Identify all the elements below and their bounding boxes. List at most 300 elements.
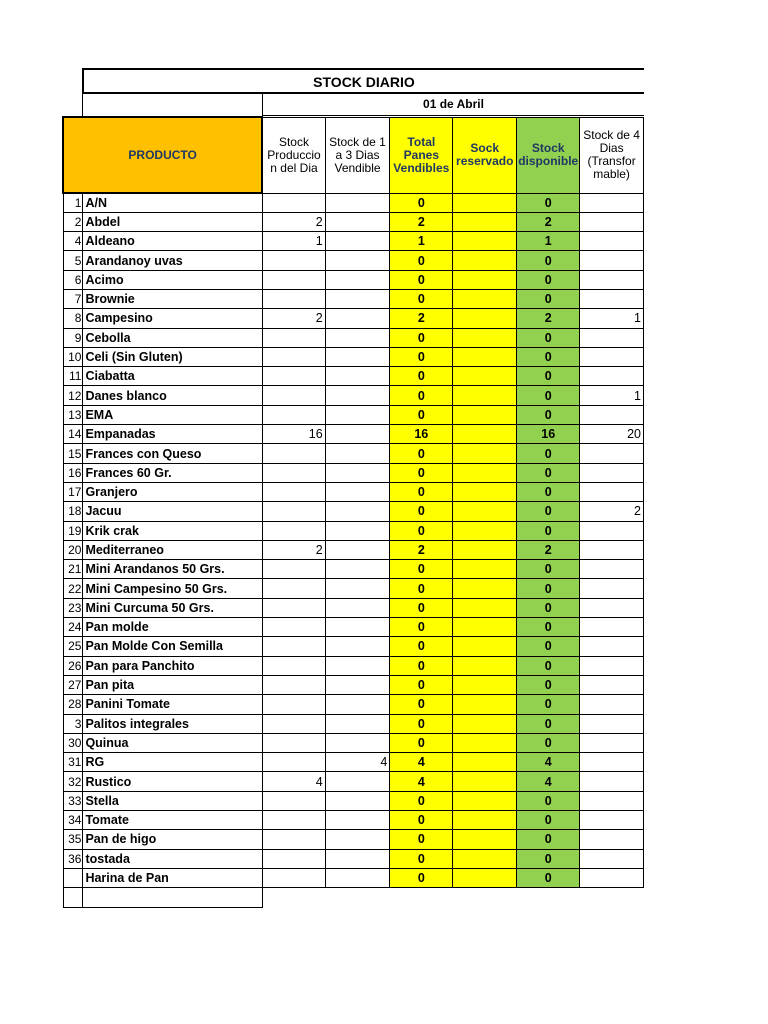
row-index-cell[interactable]: 24 [63,618,83,637]
sock-reservado-cell[interactable] [453,270,517,289]
row-index-cell[interactable]: 22 [63,579,83,598]
stock-4-cell[interactable] [580,791,644,810]
total-panes-cell[interactable]: 0 [390,560,453,579]
stock-produccion-cell[interactable] [262,463,325,482]
row-index-cell[interactable]: 19 [63,521,83,540]
stock-disponible-cell[interactable]: 0 [517,444,580,463]
stock-1-3-cell[interactable] [325,386,390,405]
stock-produccion-cell[interactable] [262,868,325,887]
row-index-cell[interactable]: 13 [63,405,83,424]
row-index-cell[interactable]: 8 [63,309,83,328]
product-name-cell[interactable]: A/N [83,193,262,212]
stock-produccion-cell[interactable] [262,367,325,386]
stock-disponible-cell[interactable]: 2 [517,309,580,328]
product-name-cell[interactable]: Krik crak [83,521,262,540]
stock-1-3-cell[interactable] [325,232,390,251]
total-panes-cell[interactable]: 0 [390,791,453,810]
stock-4-cell[interactable] [580,637,644,656]
stock-4-cell[interactable] [580,772,644,791]
total-panes-cell[interactable]: 0 [390,849,453,868]
stock-4-cell[interactable] [580,367,644,386]
total-panes-cell[interactable]: 0 [390,656,453,675]
total-panes-cell[interactable]: 0 [390,521,453,540]
stock-disponible-cell[interactable]: 0 [517,733,580,752]
stock-1-3-cell[interactable] [325,270,390,289]
sock-reservado-cell[interactable] [453,309,517,328]
product-name-cell[interactable]: Aldeano [83,232,262,251]
product-name-cell[interactable]: Mini Campesino 50 Grs. [83,579,262,598]
stock-disponible-cell[interactable]: 0 [517,482,580,501]
stock-4-cell[interactable] [580,405,644,424]
stock-4-cell[interactable] [580,598,644,617]
stock-produccion-cell[interactable] [262,791,325,810]
row-index-cell[interactable]: 17 [63,482,83,501]
stock-disponible-cell[interactable]: 0 [517,367,580,386]
stock-produccion-cell[interactable]: 2 [262,309,325,328]
total-panes-cell[interactable]: 0 [390,270,453,289]
product-name-cell[interactable]: RG [83,753,262,772]
row-index-cell[interactable]: 10 [63,347,83,366]
sock-reservado-cell[interactable] [453,540,517,559]
row-index-cell[interactable]: 11 [63,367,83,386]
stock-disponible-cell[interactable]: 0 [517,791,580,810]
row-index-cell[interactable]: 27 [63,675,83,694]
header-stock-4[interactable]: Stock de 4 Dias (Transfor mable) [580,117,644,193]
sock-reservado-cell[interactable] [453,714,517,733]
total-panes-cell[interactable]: 16 [390,425,453,444]
product-name-cell[interactable]: Campesino [83,309,262,328]
sock-reservado-cell[interactable] [453,289,517,308]
stock-disponible-cell[interactable]: 16 [517,425,580,444]
stock-4-cell[interactable] [580,540,644,559]
stock-1-3-cell[interactable] [325,579,390,598]
stock-disponible-cell[interactable]: 2 [517,540,580,559]
stock-4-cell[interactable] [580,463,644,482]
stock-1-3-cell[interactable] [325,618,390,637]
total-panes-cell[interactable]: 1 [390,232,453,251]
stock-produccion-cell[interactable]: 1 [262,232,325,251]
sock-reservado-cell[interactable] [453,328,517,347]
stock-produccion-cell[interactable] [262,849,325,868]
product-name-cell[interactable]: Acimo [83,270,262,289]
sock-reservado-cell[interactable] [453,463,517,482]
stock-1-3-cell[interactable] [325,656,390,675]
stock-1-3-cell[interactable] [325,328,390,347]
stock-4-cell[interactable] [580,482,644,501]
sock-reservado-cell[interactable] [453,386,517,405]
sock-reservado-cell[interactable] [453,347,517,366]
stock-produccion-cell[interactable] [262,444,325,463]
stock-produccion-cell[interactable] [262,521,325,540]
row-index-cell[interactable]: 23 [63,598,83,617]
row-index-cell[interactable]: 12 [63,386,83,405]
product-name-cell[interactable]: Quinua [83,733,262,752]
stock-produccion-cell[interactable] [262,811,325,830]
total-panes-cell[interactable]: 0 [390,405,453,424]
product-name-cell[interactable]: Empanadas [83,425,262,444]
stock-disponible-cell[interactable]: 0 [517,675,580,694]
product-name-cell[interactable]: Palitos integrales [83,714,262,733]
stock-produccion-cell[interactable]: 4 [262,772,325,791]
row-index-cell[interactable]: 7 [63,289,83,308]
product-name-cell[interactable]: Pan molde [83,618,262,637]
stock-produccion-cell[interactable]: 2 [262,540,325,559]
sock-reservado-cell[interactable] [453,695,517,714]
sock-reservado-cell[interactable] [453,232,517,251]
stock-1-3-cell[interactable] [325,675,390,694]
product-name-cell[interactable]: EMA [83,405,262,424]
total-panes-cell[interactable]: 4 [390,753,453,772]
sock-reservado-cell[interactable] [453,811,517,830]
stock-1-3-cell[interactable] [325,309,390,328]
header-stock-produccion[interactable]: Stock Produccio n del Dia [262,117,325,193]
stock-disponible-cell[interactable]: 0 [517,386,580,405]
stock-1-3-cell[interactable]: 4 [325,753,390,772]
stock-produccion-cell[interactable] [262,270,325,289]
stock-disponible-cell[interactable]: 0 [517,579,580,598]
stock-produccion-cell[interactable] [262,347,325,366]
row-index-cell[interactable] [63,868,83,887]
row-index-cell[interactable]: 32 [63,772,83,791]
table-row [63,540,644,559]
sock-reservado-cell[interactable] [453,502,517,521]
stock-produccion-cell[interactable] [262,328,325,347]
stock-disponible-cell[interactable]: 0 [517,463,580,482]
stock-1-3-cell[interactable] [325,289,390,308]
row-index-cell[interactable]: 5 [63,251,83,270]
total-panes-cell[interactable]: 0 [390,463,453,482]
stock-1-3-cell[interactable] [325,598,390,617]
product-name-cell[interactable]: Frances 60 Gr. [83,463,262,482]
header-stock-disponible[interactable]: Stock disponible [517,117,580,193]
stock-produccion-cell[interactable] [262,830,325,849]
stock-4-cell[interactable] [580,830,644,849]
sock-reservado-cell[interactable] [453,791,517,810]
sock-reservado-cell[interactable] [453,868,517,887]
stock-produccion-cell[interactable] [262,675,325,694]
stock-disponible-cell[interactable]: 4 [517,753,580,772]
sock-reservado-cell[interactable] [453,830,517,849]
stock-disponible-cell[interactable]: 0 [517,560,580,579]
stock-produccion-cell[interactable] [262,695,325,714]
total-panes-cell[interactable]: 0 [390,502,453,521]
stock-disponible-cell[interactable]: 0 [517,598,580,617]
stock-4-cell[interactable] [580,232,644,251]
stock-disponible-cell[interactable]: 0 [517,193,580,212]
sock-reservado-cell[interactable] [453,772,517,791]
product-name-cell[interactable]: Brownie [83,289,262,308]
row-index-cell[interactable]: 6 [63,270,83,289]
stock-1-3-cell[interactable] [325,347,390,366]
total-panes-cell[interactable]: 0 [390,811,453,830]
stock-1-3-cell[interactable] [325,425,390,444]
stock-4-cell[interactable]: 2 [580,502,644,521]
stock-produccion-cell[interactable]: 2 [262,212,325,231]
table-row [63,675,644,694]
stock-1-3-cell[interactable] [325,714,390,733]
stock-4-cell[interactable] [580,521,644,540]
row-index-cell[interactable]: 20 [63,540,83,559]
sock-reservado-cell[interactable] [453,193,517,212]
product-name-cell[interactable]: Mediterraneo [83,540,262,559]
sock-reservado-cell[interactable] [453,367,517,386]
sock-reservado-cell[interactable] [453,598,517,617]
stock-1-3-cell[interactable] [325,367,390,386]
stock-1-3-cell[interactable] [325,482,390,501]
sock-reservado-cell[interactable] [453,212,517,231]
empty-index-cell[interactable] [63,888,83,908]
product-name-cell[interactable]: Tomate [83,811,262,830]
stock-1-3-cell[interactable] [325,405,390,424]
stock-produccion-cell[interactable] [262,251,325,270]
sock-reservado-cell[interactable] [453,405,517,424]
product-name-cell[interactable]: Celi (Sin Gluten) [83,347,262,366]
stock-4-cell[interactable] [580,347,644,366]
stock-4-cell[interactable] [580,289,644,308]
empty-row [63,888,644,908]
stock-disponible-cell[interactable]: 0 [517,830,580,849]
stock-disponible-cell[interactable]: 0 [517,695,580,714]
total-panes-cell[interactable]: 0 [390,367,453,386]
stock-produccion-cell[interactable] [262,637,325,656]
stock-produccion-cell[interactable] [262,502,325,521]
total-panes-cell[interactable]: 0 [390,579,453,598]
row-index-cell[interactable]: 9 [63,328,83,347]
row-index-cell[interactable]: 36 [63,849,83,868]
stock-4-cell[interactable] [580,328,644,347]
stock-4-cell[interactable] [580,733,644,752]
stock-4-cell[interactable] [580,560,644,579]
product-name-cell[interactable]: Panini Tomate [83,695,262,714]
total-panes-cell[interactable]: 0 [390,347,453,366]
sock-reservado-cell[interactable] [453,618,517,637]
row-index-cell[interactable]: 2 [63,212,83,231]
product-name-cell[interactable]: Cebolla [83,328,262,347]
stock-4-cell[interactable] [580,675,644,694]
stock-produccion-cell[interactable] [262,386,325,405]
stock-produccion-cell[interactable] [262,560,325,579]
stock-4-cell[interactable] [580,579,644,598]
sock-reservado-cell[interactable] [453,733,517,752]
product-name-cell[interactable]: Pan Molde Con Semilla [83,637,262,656]
total-panes-cell[interactable]: 0 [390,328,453,347]
row-index-cell[interactable]: 34 [63,811,83,830]
stock-produccion-cell[interactable] [262,405,325,424]
sock-reservado-cell[interactable] [453,521,517,540]
product-name-cell[interactable]: Rustico [83,772,262,791]
stock-1-3-cell[interactable] [325,811,390,830]
stock-1-3-cell[interactable] [325,463,390,482]
stock-4-cell[interactable]: 1 [580,309,644,328]
sock-reservado-cell[interactable] [453,849,517,868]
stock-disponible-cell[interactable]: 0 [517,656,580,675]
stock-4-cell[interactable] [580,444,644,463]
row-index-cell[interactable]: 15 [63,444,83,463]
row-index-cell[interactable]: 33 [63,791,83,810]
header-stock-1-3[interactable]: Stock de 1 a 3 Dias Vendible [325,117,390,193]
total-panes-cell[interactable]: 0 [390,193,453,212]
header-total-panes[interactable]: Total Panes Vendibles [390,117,453,193]
total-panes-cell[interactable]: 0 [390,386,453,405]
total-panes-cell[interactable]: 0 [390,695,453,714]
total-panes-cell[interactable]: 0 [390,733,453,752]
stock-1-3-cell[interactable] [325,733,390,752]
row-index-cell[interactable]: 30 [63,733,83,752]
stock-1-3-cell[interactable] [325,251,390,270]
stock-1-3-cell[interactable] [325,502,390,521]
stock-disponible-cell[interactable]: 4 [517,772,580,791]
sock-reservado-cell[interactable] [453,425,517,444]
row-index-cell[interactable]: 14 [63,425,83,444]
product-name-cell[interactable]: Abdel [83,212,262,231]
stock-1-3-cell[interactable] [325,849,390,868]
total-panes-cell[interactable]: 0 [390,598,453,617]
sock-reservado-cell[interactable] [453,482,517,501]
stock-disponible-cell[interactable]: 0 [517,502,580,521]
stock-1-3-cell[interactable] [325,830,390,849]
stock-4-cell[interactable] [580,251,644,270]
stock-produccion-cell[interactable] [262,733,325,752]
empty-name-cell[interactable] [83,888,262,908]
stock-1-3-cell[interactable] [325,193,390,212]
row-index-cell[interactable]: 28 [63,695,83,714]
stock-disponible-cell[interactable]: 0 [517,811,580,830]
stock-produccion-cell[interactable] [262,482,325,501]
stock-disponible-cell[interactable]: 0 [517,849,580,868]
sock-reservado-cell[interactable] [453,444,517,463]
stock-4-cell[interactable] [580,811,644,830]
row-index-cell[interactable]: 21 [63,560,83,579]
sock-reservado-cell[interactable] [453,637,517,656]
row-index-cell[interactable]: 26 [63,656,83,675]
stock-1-3-cell[interactable] [325,560,390,579]
stock-produccion-cell[interactable] [262,579,325,598]
product-name-cell[interactable]: Mini Curcuma 50 Grs. [83,598,262,617]
stock-disponible-cell[interactable]: 1 [517,232,580,251]
stock-4-cell[interactable] [580,193,644,212]
stock-disponible-cell[interactable]: 0 [517,521,580,540]
stock-disponible-cell[interactable]: 0 [517,270,580,289]
total-panes-cell[interactable]: 0 [390,618,453,637]
stock-produccion-cell[interactable] [262,714,325,733]
stock-1-3-cell[interactable] [325,637,390,656]
total-panes-cell[interactable]: 0 [390,251,453,270]
header-sock-reservado[interactable]: Sock reservado [453,117,517,193]
stock-1-3-cell[interactable] [325,540,390,559]
product-name-cell[interactable]: Pan para Panchito [83,656,262,675]
stock-disponible-cell[interactable]: 0 [517,289,580,308]
stock-4-cell[interactable] [580,656,644,675]
stock-4-cell[interactable]: 20 [580,425,644,444]
product-name-cell[interactable]: tostada [83,849,262,868]
product-name-cell[interactable]: Harina de Pan [83,868,262,887]
product-name-cell[interactable]: Danes blanco [83,386,262,405]
row-index-cell[interactable]: 18 [63,502,83,521]
stock-produccion-cell[interactable] [262,289,325,308]
stock-produccion-cell[interactable] [262,656,325,675]
sock-reservado-cell[interactable] [453,656,517,675]
stock-1-3-cell[interactable] [325,791,390,810]
stock-1-3-cell[interactable] [325,444,390,463]
stock-disponible-cell[interactable]: 0 [517,618,580,637]
product-name-cell[interactable]: Pan de higo [83,830,262,849]
product-name-cell[interactable]: Mini Arandanos 50 Grs. [83,560,262,579]
stock-4-cell[interactable] [580,695,644,714]
stock-4-cell[interactable] [580,618,644,637]
product-name-cell[interactable]: Arandanoy uvas [83,251,262,270]
stock-1-3-cell[interactable] [325,868,390,887]
stock-1-3-cell[interactable] [325,212,390,231]
total-panes-cell[interactable]: 2 [390,309,453,328]
stock-disponible-cell[interactable]: 0 [517,405,580,424]
row-index-cell[interactable]: 1 [63,193,83,212]
total-panes-cell[interactable]: 0 [390,830,453,849]
header-producto[interactable]: PRODUCTO [63,117,262,193]
row-index-cell[interactable]: 16 [63,463,83,482]
stock-disponible-cell[interactable]: 0 [517,637,580,656]
stock-4-cell[interactable] [580,212,644,231]
row-index-cell[interactable]: 3 [63,714,83,733]
total-panes-cell[interactable]: 0 [390,482,453,501]
sock-reservado-cell[interactable] [453,251,517,270]
row-index-cell[interactable]: 35 [63,830,83,849]
total-panes-cell[interactable]: 0 [390,444,453,463]
stock-disponible-cell[interactable]: 0 [517,868,580,887]
total-panes-cell[interactable]: 0 [390,714,453,733]
row-index-cell[interactable]: 31 [63,753,83,772]
stock-4-cell[interactable] [580,714,644,733]
total-panes-cell[interactable]: 0 [390,675,453,694]
stock-4-cell[interactable]: 1 [580,386,644,405]
product-name-cell[interactable]: Stella [83,791,262,810]
total-panes-cell[interactable]: 0 [390,289,453,308]
stock-produccion-cell[interactable] [262,598,325,617]
total-panes-cell[interactable]: 0 [390,637,453,656]
stock-disponible-cell[interactable]: 0 [517,328,580,347]
stock-1-3-cell[interactable] [325,695,390,714]
stock-4-cell[interactable] [580,868,644,887]
stock-4-cell[interactable] [580,849,644,868]
total-panes-cell[interactable]: 4 [390,772,453,791]
sock-reservado-cell[interactable] [453,579,517,598]
product-name-cell[interactable]: Ciabatta [83,367,262,386]
stock-disponible-cell[interactable]: 2 [517,212,580,231]
stock-disponible-cell[interactable]: 0 [517,347,580,366]
stock-disponible-cell[interactable]: 0 [517,251,580,270]
stock-4-cell[interactable] [580,753,644,772]
product-name-cell[interactable]: Jacuu [83,502,262,521]
total-panes-cell[interactable]: 2 [390,212,453,231]
sock-reservado-cell[interactable] [453,675,517,694]
product-name-cell[interactable]: Pan pita [83,675,262,694]
stock-produccion-cell[interactable] [262,193,325,212]
stock-1-3-cell[interactable] [325,772,390,791]
stock-1-3-cell[interactable] [325,521,390,540]
row-index-cell[interactable]: 25 [63,637,83,656]
total-panes-cell[interactable]: 0 [390,868,453,887]
stock-produccion-cell[interactable]: 16 [262,425,325,444]
sock-reservado-cell[interactable] [453,560,517,579]
stock-disponible-cell[interactable]: 0 [517,714,580,733]
product-name-cell[interactable]: Granjero [83,482,262,501]
stock-produccion-cell[interactable] [262,753,325,772]
stock-produccion-cell[interactable] [262,618,325,637]
stock-4-cell[interactable] [580,270,644,289]
total-panes-cell[interactable]: 2 [390,540,453,559]
sock-reservado-cell[interactable] [453,753,517,772]
row-index-cell[interactable]: 4 [63,232,83,251]
product-name-cell[interactable]: Frances con Queso [83,444,262,463]
